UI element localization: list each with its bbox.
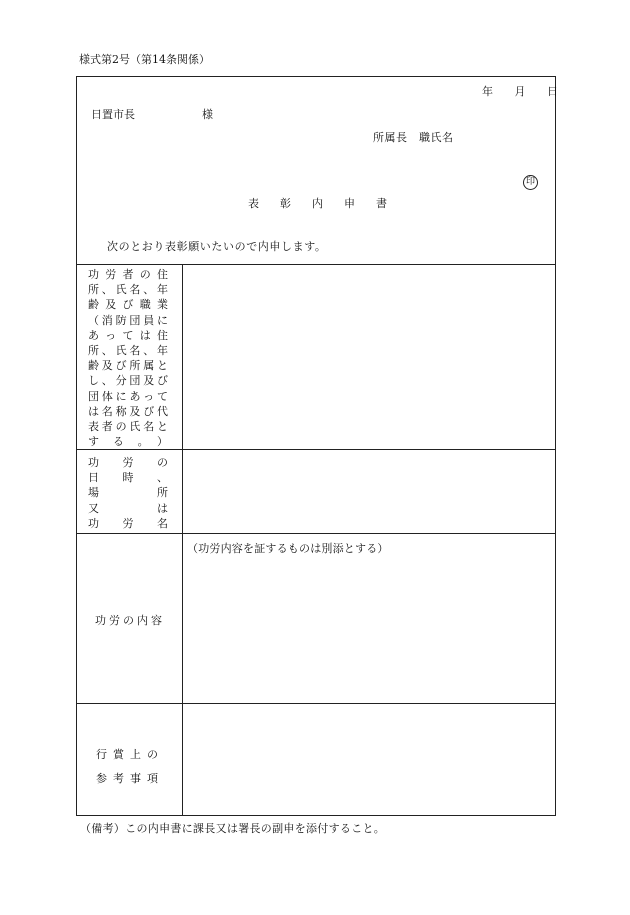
recipient-info-field[interactable]: [184, 266, 554, 447]
row-label-merit-content: 功労の内容: [95, 614, 165, 627]
table-divider: [76, 703, 556, 704]
footnote-remark: （備考）この内申書に課長又は署長の副申を添付すること。: [80, 822, 386, 835]
addressee-name: 日置市長: [91, 108, 135, 121]
document-title: 表彰内申書: [248, 197, 408, 210]
row-label-merit-datetime-place: 功労の 日時、 場所 又は 功労名: [88, 456, 168, 530]
table-divider: [76, 533, 556, 534]
seal-icon: 印: [523, 175, 538, 190]
merit-content-note: （功労内容を証するものは別添とする）: [187, 542, 389, 555]
row-label-reference-notes: 行賞上の 参考事項: [96, 748, 164, 785]
sender-title-name[interactable]: 所属長 職氏名: [373, 131, 454, 144]
table-column-divider: [182, 264, 183, 815]
table-divider: [76, 264, 556, 265]
merit-content-field[interactable]: [184, 560, 554, 701]
merit-datetime-field[interactable]: [184, 451, 554, 531]
reference-notes-field[interactable]: [184, 705, 554, 814]
addressee-honorific: 様: [202, 108, 213, 121]
row-label-recipient-info: 功労者の住 所、氏名、年 齢及び職業 （消防団員に あっては住 所、氏名、年 齢及び所属と し、分団及び 団体にあって は名称及び代 表者の氏名と する。）: [88, 268, 168, 449]
request-statement: 次のとおり表彰願いたいので内申します。: [107, 240, 327, 253]
form-number-label: 様式第2号（第14条関係）: [79, 53, 210, 66]
date-field[interactable]: 年 月 日: [482, 85, 567, 98]
